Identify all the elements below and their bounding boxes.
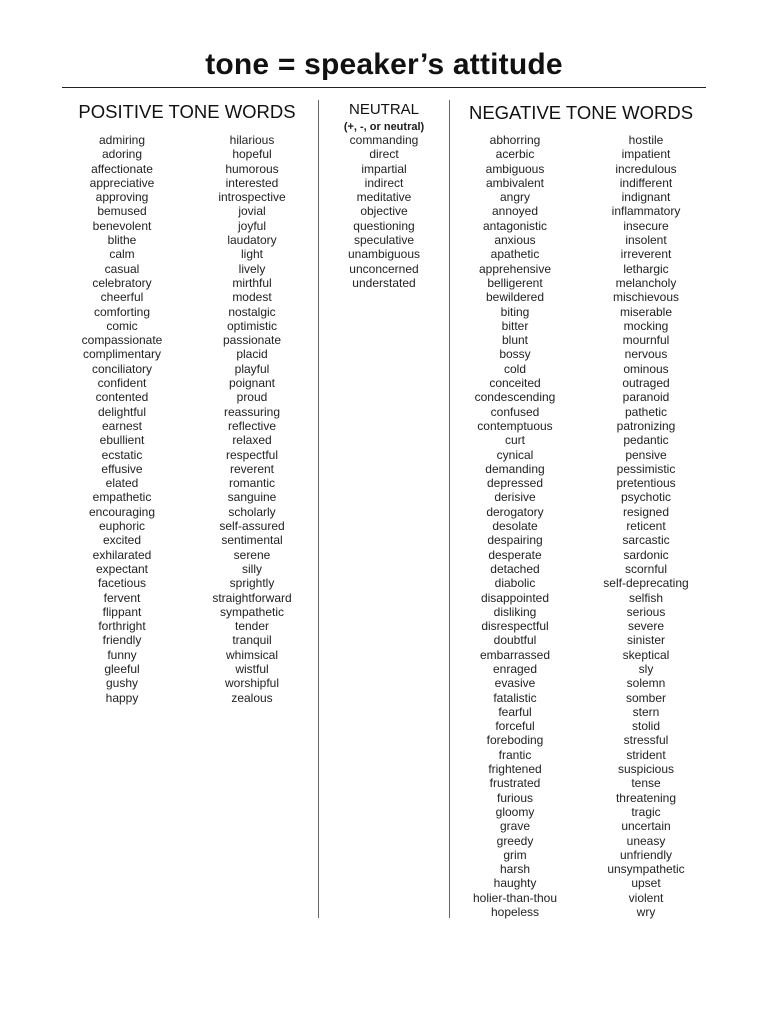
- word-list-item: laudatory: [227, 233, 277, 248]
- word-list-item: serious: [626, 604, 666, 619]
- word-list-item: uncertain: [621, 819, 671, 834]
- word-list-item: confused: [490, 404, 540, 419]
- word-list-item: somber: [625, 690, 666, 705]
- word-list-item: derisive: [494, 490, 536, 505]
- word-list-item: pathetic: [624, 404, 668, 419]
- word-list-item: scholarly: [228, 504, 276, 519]
- word-list-item: complimentary: [82, 347, 162, 362]
- word-list-item: facetious: [97, 576, 147, 591]
- word-list-item: mischievous: [612, 290, 680, 305]
- word-list-item: approving: [95, 190, 149, 205]
- word-list-item: melancholy: [615, 275, 677, 290]
- word-list-item: selfish: [628, 590, 663, 605]
- word-list-item: passionate: [222, 333, 282, 348]
- word-list-item: ominous: [623, 361, 669, 376]
- word-list-item: placid: [236, 347, 268, 362]
- word-list-item: commanding: [349, 133, 419, 147]
- word-list-item: relaxed: [232, 433, 272, 448]
- word-list-item: benevolent: [92, 218, 152, 233]
- word-list-item: joyful: [237, 218, 266, 233]
- word-list-item: respectful: [225, 447, 279, 462]
- word-list-item: frustrated: [489, 776, 541, 791]
- word-list-item: whimsical: [225, 647, 278, 662]
- word-list-item: anxious: [494, 233, 536, 248]
- word-list-item: hopeless: [490, 905, 540, 920]
- word-list-item: impatient: [621, 147, 671, 162]
- word-list-item: foreboding: [486, 733, 544, 748]
- word-list-item: bemused: [97, 204, 147, 219]
- word-list-item: bitter: [501, 318, 529, 333]
- word-list-item: unconcerned: [349, 261, 419, 276]
- word-list-item: exhilarated: [92, 547, 152, 562]
- word-list-item: playful: [234, 361, 270, 376]
- word-list-item: abhorring: [489, 133, 541, 147]
- word-list-item: conciliatory: [91, 361, 153, 376]
- word-list-item: harsh: [499, 862, 531, 877]
- word-list-item: cold: [503, 361, 526, 376]
- word-list-item: stressful: [623, 733, 669, 748]
- word-list-item: disrespectful: [481, 619, 549, 634]
- word-list-item: silly: [242, 561, 262, 576]
- neutral-subheading: (+, -, or neutral): [343, 121, 425, 133]
- word-list-item: delightful: [97, 404, 147, 419]
- word-list-item: strident: [626, 747, 666, 762]
- word-list-item: skeptical: [622, 647, 670, 662]
- word-list-item: miserable: [619, 304, 673, 319]
- word-list-item: jovial: [238, 204, 266, 219]
- positive-heading: POSITIVE TONE WORDS: [78, 101, 296, 122]
- word-list-item: unambiguous: [347, 247, 421, 262]
- word-list-item: pedantic: [623, 433, 669, 448]
- word-list-item: cheerful: [100, 290, 144, 305]
- word-list-item: mournful: [622, 333, 670, 348]
- word-list-item: forthright: [98, 619, 146, 634]
- word-list-item: nostalgic: [228, 304, 276, 319]
- word-list-item: resigned: [622, 504, 670, 519]
- word-list-item: introspective: [218, 190, 286, 205]
- word-list-item: empathetic: [92, 490, 152, 505]
- word-list-item: mirthful: [232, 275, 272, 290]
- negative-word-list-1: [455, 133, 575, 919]
- word-list-item: contemptuous: [477, 418, 553, 433]
- word-list-item: tender: [234, 619, 270, 634]
- word-list-item: light: [240, 247, 263, 262]
- word-list-item: psychotic: [620, 490, 672, 505]
- word-list-item: elated: [105, 476, 139, 491]
- word-list-item: ebullient: [99, 433, 145, 448]
- word-list-item: acerbic: [495, 147, 535, 162]
- word-list-item: solemn: [626, 676, 666, 691]
- title-divider: [62, 87, 706, 88]
- word-list-item: sprightly: [229, 576, 275, 591]
- word-list-item: poignant: [228, 376, 276, 391]
- word-list-item: violent: [628, 890, 664, 905]
- word-list-item: expectant: [95, 561, 149, 576]
- word-list-item: reticent: [626, 519, 666, 534]
- word-list-item: demanding: [485, 461, 545, 476]
- word-list-item: lethargic: [623, 261, 669, 276]
- word-list-item: nervous: [624, 347, 668, 362]
- word-list-item: tragic: [631, 804, 661, 819]
- word-list-item: desperate: [488, 547, 542, 562]
- word-list-item: fearful: [498, 704, 532, 719]
- word-list-item: unsympathetic: [607, 862, 685, 877]
- word-list-item: comforting: [93, 304, 151, 319]
- word-list-item: grave: [499, 819, 531, 834]
- word-list-item: reflective: [227, 418, 277, 433]
- word-list-item: belligerent: [487, 275, 543, 290]
- word-list-item: patronizing: [616, 418, 676, 433]
- word-list-item: blithe: [107, 233, 137, 248]
- word-list-item: gloomy: [495, 804, 535, 819]
- positive-word-list-2: [192, 133, 312, 705]
- word-list-item: indirect: [364, 175, 404, 190]
- word-list-item: incredulous: [615, 161, 677, 176]
- word-list-item: insolent: [625, 233, 667, 248]
- word-list-item: grim: [503, 847, 527, 862]
- positive-word-list-1: [62, 133, 182, 705]
- word-list-item: blunt: [501, 333, 529, 348]
- negative-heading: NEGATIVE TONE WORDS: [468, 102, 694, 123]
- word-list-item: curt: [504, 433, 525, 448]
- word-list-item: effusive: [101, 461, 143, 476]
- word-list-item: interested: [225, 175, 279, 190]
- column-divider-right: [449, 100, 450, 918]
- word-list-item: self-assured: [219, 519, 285, 534]
- word-list-item: furious: [496, 790, 534, 805]
- word-list-item: humorous: [225, 161, 279, 176]
- word-list-item: fatalistic: [493, 690, 537, 705]
- word-list-item: friendly: [102, 633, 142, 648]
- word-list-item: excited: [102, 533, 142, 548]
- word-list-item: insecure: [623, 218, 669, 233]
- word-list-item: greedy: [496, 833, 534, 848]
- word-list-item: conceited: [489, 376, 541, 391]
- word-list-item: lively: [238, 261, 266, 276]
- word-list-item: derogatory: [486, 504, 544, 519]
- negative-word-list-2: [585, 133, 707, 919]
- word-list-item: scornful: [624, 561, 668, 576]
- word-list-item: diabolic: [494, 576, 536, 591]
- word-list-item: appreciative: [89, 175, 155, 190]
- word-list-item: disliking: [493, 604, 537, 619]
- word-list-item: desolate: [492, 519, 538, 534]
- word-list-item: hostile: [628, 133, 664, 147]
- word-list-item: cynical: [496, 447, 534, 462]
- neutral-word-list: [320, 133, 448, 290]
- word-list-item: severe: [627, 619, 665, 634]
- column-divider-left: [318, 100, 319, 918]
- word-list-item: flippant: [102, 604, 142, 619]
- word-list-item: doubtful: [493, 633, 537, 648]
- word-list-item: suspicious: [617, 762, 675, 777]
- word-list-item: enraged: [492, 661, 538, 676]
- word-list-item: euphoric: [98, 519, 146, 534]
- word-list-item: happy: [105, 690, 139, 705]
- word-list-item: casual: [104, 261, 140, 276]
- word-list-item: condescending: [474, 390, 556, 405]
- word-list-item: hilarious: [229, 133, 275, 147]
- word-list-item: irreverent: [620, 247, 672, 262]
- word-list-item: modest: [232, 290, 272, 305]
- word-list-item: encouraging: [88, 504, 156, 519]
- word-list-item: indifferent: [619, 175, 673, 190]
- word-list-item: upset: [631, 876, 661, 891]
- word-list-item: gushy: [105, 676, 139, 691]
- word-list-item: sly: [638, 661, 654, 676]
- word-list-item: uneasy: [626, 833, 666, 848]
- word-list-item: threatening: [615, 790, 677, 805]
- page-title: tone = speaker’s attitude: [205, 48, 563, 81]
- word-list-item: contented: [95, 390, 149, 405]
- word-list-item: stolid: [631, 719, 660, 734]
- word-list-item: forceful: [495, 719, 535, 734]
- word-list-item: compassionate: [81, 333, 163, 348]
- word-list-item: apprehensive: [478, 261, 552, 276]
- word-list-item: tense: [631, 776, 661, 791]
- word-list-item: admiring: [98, 133, 146, 147]
- word-list-item: bewildered: [485, 290, 545, 305]
- word-list-item: impartial: [361, 161, 407, 176]
- word-list-item: tranquil: [232, 633, 272, 648]
- word-list-item: bossy: [499, 347, 531, 362]
- word-list-item: frantic: [498, 747, 532, 762]
- word-list-item: reverent: [229, 461, 275, 476]
- word-list-item: despairing: [487, 533, 543, 548]
- word-list-item: optimistic: [226, 318, 277, 333]
- word-list-item: embarrassed: [479, 647, 551, 662]
- word-list-item: angry: [499, 190, 531, 205]
- word-list-item: stern: [632, 704, 660, 719]
- word-list-item: objective: [360, 204, 408, 219]
- word-list-item: gleeful: [104, 661, 140, 676]
- word-list-item: zealous: [231, 690, 273, 705]
- word-list-item: romantic: [228, 476, 275, 491]
- word-list-item: self-deprecating: [603, 576, 689, 591]
- word-list-item: sympathetic: [219, 604, 285, 619]
- word-list-item: disappointed: [480, 590, 550, 605]
- word-list-item: haughty: [493, 876, 537, 891]
- word-list-item: inflammatory: [611, 204, 681, 219]
- word-list-item: affectionate: [91, 161, 153, 176]
- word-list-item: direct: [369, 147, 399, 162]
- word-list-item: paranoid: [622, 390, 670, 405]
- word-list-item: ambiguous: [485, 161, 545, 176]
- word-list-item: reassuring: [223, 404, 281, 419]
- word-list-item: antagonistic: [482, 218, 548, 233]
- word-list-item: holier-than-thou: [472, 890, 558, 905]
- word-list-item: apathetic: [490, 247, 540, 262]
- word-list-item: calm: [109, 247, 135, 262]
- word-list-item: straightforward: [212, 590, 292, 605]
- word-list-item: mocking: [623, 318, 669, 333]
- word-list-item: pessimistic: [616, 461, 676, 476]
- word-list-item: sentimental: [221, 533, 283, 548]
- neutral-heading: NEUTRAL: [348, 101, 419, 118]
- word-list-item: unfriendly: [619, 847, 673, 862]
- word-list-item: wry: [636, 905, 656, 920]
- word-list-item: speculative: [353, 233, 415, 248]
- word-list-item: sarcastic: [622, 533, 670, 548]
- word-list-item: adoring: [101, 147, 143, 162]
- word-list-item: biting: [500, 304, 530, 319]
- word-list-item: annoyed: [491, 204, 539, 219]
- word-list-item: pensive: [625, 447, 667, 462]
- word-list-item: wistful: [235, 661, 269, 676]
- word-list-item: depressed: [486, 476, 544, 491]
- word-list-item: questioning: [353, 218, 415, 233]
- word-list-item: ecstatic: [101, 447, 143, 462]
- word-list-item: worshipful: [224, 676, 280, 691]
- word-list-item: proud: [236, 390, 268, 405]
- word-list-item: indignant: [621, 190, 671, 205]
- word-list-item: fervent: [103, 590, 141, 605]
- word-list-item: ambivalent: [485, 175, 545, 190]
- word-list-item: confident: [97, 376, 147, 391]
- word-list-item: outraged: [622, 376, 670, 391]
- word-list-item: hopeful: [232, 147, 272, 162]
- word-list-item: celebratory: [92, 275, 152, 290]
- word-list-item: pretentious: [616, 476, 676, 491]
- word-list-item: earnest: [101, 418, 143, 433]
- word-list-item: frightened: [488, 762, 542, 777]
- word-list-item: understated: [352, 275, 416, 290]
- word-list-item: serene: [233, 547, 271, 562]
- word-list-item: evasive: [494, 676, 536, 691]
- word-list-item: sanguine: [227, 490, 277, 505]
- word-list-item: sinister: [626, 633, 665, 648]
- word-list-item: meditative: [356, 190, 412, 205]
- word-list-item: sardonic: [623, 547, 669, 562]
- word-list-item: comic: [106, 318, 138, 333]
- word-list-item: funny: [107, 647, 137, 662]
- word-list-item: detached: [490, 561, 540, 576]
